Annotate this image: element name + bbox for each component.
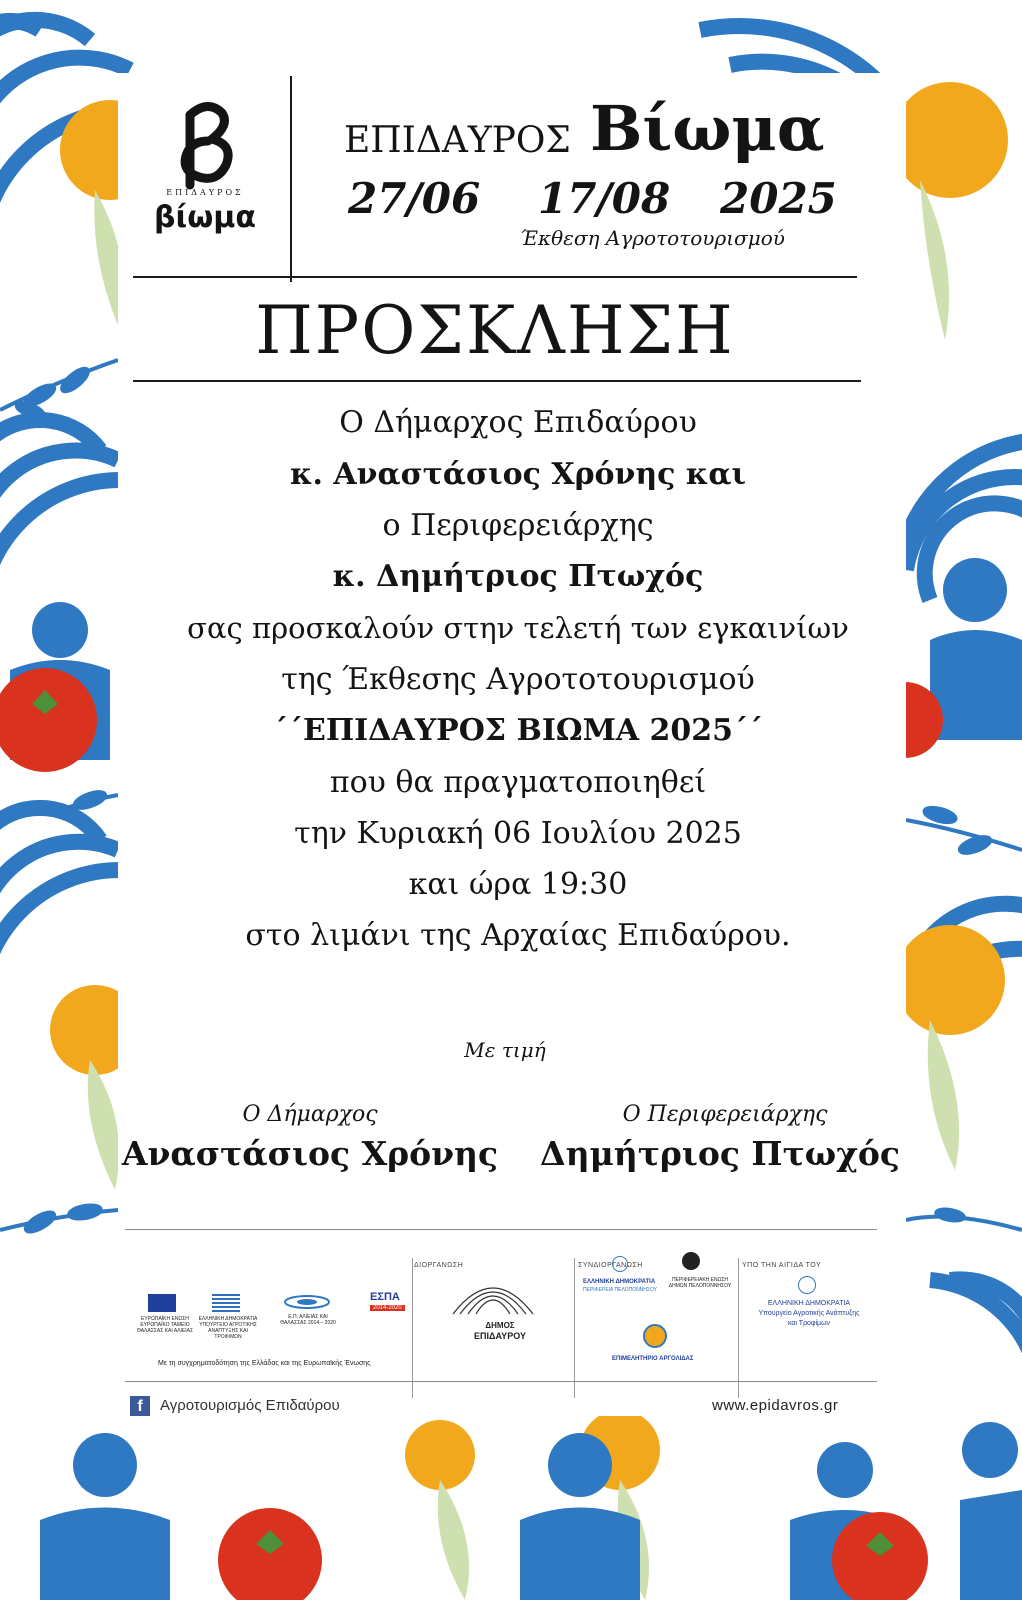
co-union: ΠΕΡΙΦΕΡΕΙΑΚΗ ΕΝΩΣΗ ΔΗΜΩΝ ΠΕΛΟΠΟΝΝΗΣΟΥ <box>668 1277 732 1289</box>
co-organizer-label: ΣΥΝΔΙΟΡΓΑΝΩΣΗ <box>578 1262 643 1269</box>
eu-flag-icon <box>148 1294 176 1312</box>
patronage-label: ΥΠΟ ΤΗΝ ΑΙΓΙΔΑ ΤΟΥ <box>742 1262 822 1269</box>
eu-label: ΕΥΡΩΠΑΪΚΗ ΕΝΩΣΗ ΕΥΡΩΠΑΪΚΟ ΤΑΜΕΙΟ ΘΑΛΑΣΣΑΣ ΚΑΙ ΑΛΙΕΙΑΣ <box>136 1316 194 1334</box>
bioma-logo-icon <box>150 95 260 195</box>
body-line-3: ο Περιφερειάρχης <box>382 508 654 543</box>
signatory-1-name: Αναστάσιος Χρόνης <box>121 1134 499 1173</box>
organizer-label: ΔΙΟΡΓΑΝΩΣΗ <box>414 1262 464 1269</box>
invitation-title: ΠΡΟΣΚΛΗΣΗ <box>255 292 735 369</box>
body-line-4: κ. Δημήτριος Πτωχός <box>332 559 704 594</box>
greek-emblem-icon <box>612 1256 628 1272</box>
footer-bottom-rule <box>125 1381 877 1382</box>
chamber-logo-icon <box>643 1324 667 1348</box>
greek-flag-icon <box>212 1294 240 1312</box>
body-line-10: και ώρα 19:30 <box>408 867 628 902</box>
title-main: Βίωμα <box>590 92 825 165</box>
footer-divider-3 <box>738 1258 739 1398</box>
fisheries-label: Ε.Π. ΑΛΙΕΙΑΣ ΚΑΙ ΘΑΛΑΣΣΑΣ 2014 – 2020 <box>280 1314 336 1326</box>
signatory-1-role: Ο Δήμαρχος <box>242 1102 378 1127</box>
espa-years: 2014-2020 <box>370 1305 405 1311</box>
header-divider <box>290 76 292 282</box>
co-chamber: ΕΠΙΜΕΛΗΤΗΡΙΟ ΑΡΓΟΛΙΔΑΣ <box>612 1356 694 1362</box>
body-line-2: κ. Αναστάσιος Χρόνης και <box>290 457 746 492</box>
signatory-2-name: Δημήτριος Πτωχός <box>539 1134 901 1173</box>
co-region-sub: ΠΕΡΙΦΕΡΕΙΑ ΠΕΛΟΠΟΝΝΗΣΟΥ <box>583 1287 658 1293</box>
facebook-page-link[interactable]: Αγροτουρισμός Επιδαύρου <box>160 1397 340 1414</box>
logo-word: βίωμα <box>154 200 256 235</box>
signatory-2-role: Ο Περιφερειάρχης <box>622 1102 828 1127</box>
date-year: 2025 <box>720 174 837 223</box>
union-logo-icon <box>682 1252 700 1270</box>
organizer-name-line2: ΕΠΙΔΑΥΡΟΥ <box>474 1331 526 1341</box>
patronage-line1: ΕΛΛΗΝΙΚΗ ΔΗΜΟΚΡΑΤΙΑ <box>767 1300 851 1307</box>
footer-divider-2 <box>574 1258 575 1398</box>
body-line-7: ΄΄ΕΠΙΔΑΥΡΟΣ ΒΙΩΜΑ 2025΄΄ <box>272 713 764 748</box>
theatre-logo-icon <box>448 1266 538 1318</box>
closing-text: Με τιμή <box>464 1038 546 1062</box>
organizer-name-line1: ΔΗΜΟΣ <box>485 1321 515 1330</box>
greek-ministry-label: ΕΛΛΗΝΙΚΗ ΔΗΜΟΚΡΑΤΙΑ ΥΠΟΥΡΓΕΙΟ ΑΓΡΟΤΙΚΗΣ ΑΝΑΠΤΥΞΗΣ ΚΑΙ ΤΡΟΦΙΜΩΝ <box>198 1316 258 1340</box>
patronage-line3: και Τροφίμων <box>787 1320 831 1327</box>
patronage-line2: Υπουργείο Αγροτικής Ανάπτυξης <box>758 1310 860 1317</box>
fisheries-logo-icon <box>282 1294 332 1310</box>
date-end: 17/08 <box>538 174 671 223</box>
patronage-emblem-icon <box>798 1276 816 1294</box>
date-start: 27/06 <box>348 174 481 223</box>
title-rule <box>133 380 861 382</box>
title-prefix: ΕΠΙΔΑΥΡΟΣ <box>344 120 571 161</box>
body-line-9: την Κυριακή 06 Ιουλίου 2025 <box>294 816 742 851</box>
footer-divider-1 <box>412 1258 413 1398</box>
body-line-5: σας προσκαλούν στην τελετή των εγκαινίων <box>187 611 849 645</box>
footer-top-rule <box>125 1229 877 1230</box>
header-subtitle: Έκθεση Αγροτοτουρισμού <box>520 226 785 250</box>
body-line-1: Ο Δήμαρχος Επιδαύρου <box>339 405 697 440</box>
body-line-6: της Έκθεσης Αγροτοτουρισμού <box>281 662 755 697</box>
body-line-11: στο λιμάνι της Αρχαίας Επιδαύρου. <box>245 918 791 953</box>
co-region: ΕΛΛΗΝΙΚΗ ΔΗΜΟΚΡΑΤΙΑ <box>583 1279 656 1285</box>
funding-note: Με τη συγχρηματοδότηση της Ελλάδας και της Ευρωπαϊκής Ένωσης <box>158 1360 371 1367</box>
facebook-icon[interactable]: f <box>130 1396 150 1416</box>
espa-name: ΕΣΠΑ <box>370 1291 400 1303</box>
body-line-8: που θα πραγματοποιηθεί <box>329 765 707 800</box>
header-rule <box>133 276 857 278</box>
website-link[interactable]: www.epidavros.gr <box>712 1397 839 1414</box>
logo-small-text: ΕΠΙΔΑΥΡΟΣ <box>166 188 244 197</box>
